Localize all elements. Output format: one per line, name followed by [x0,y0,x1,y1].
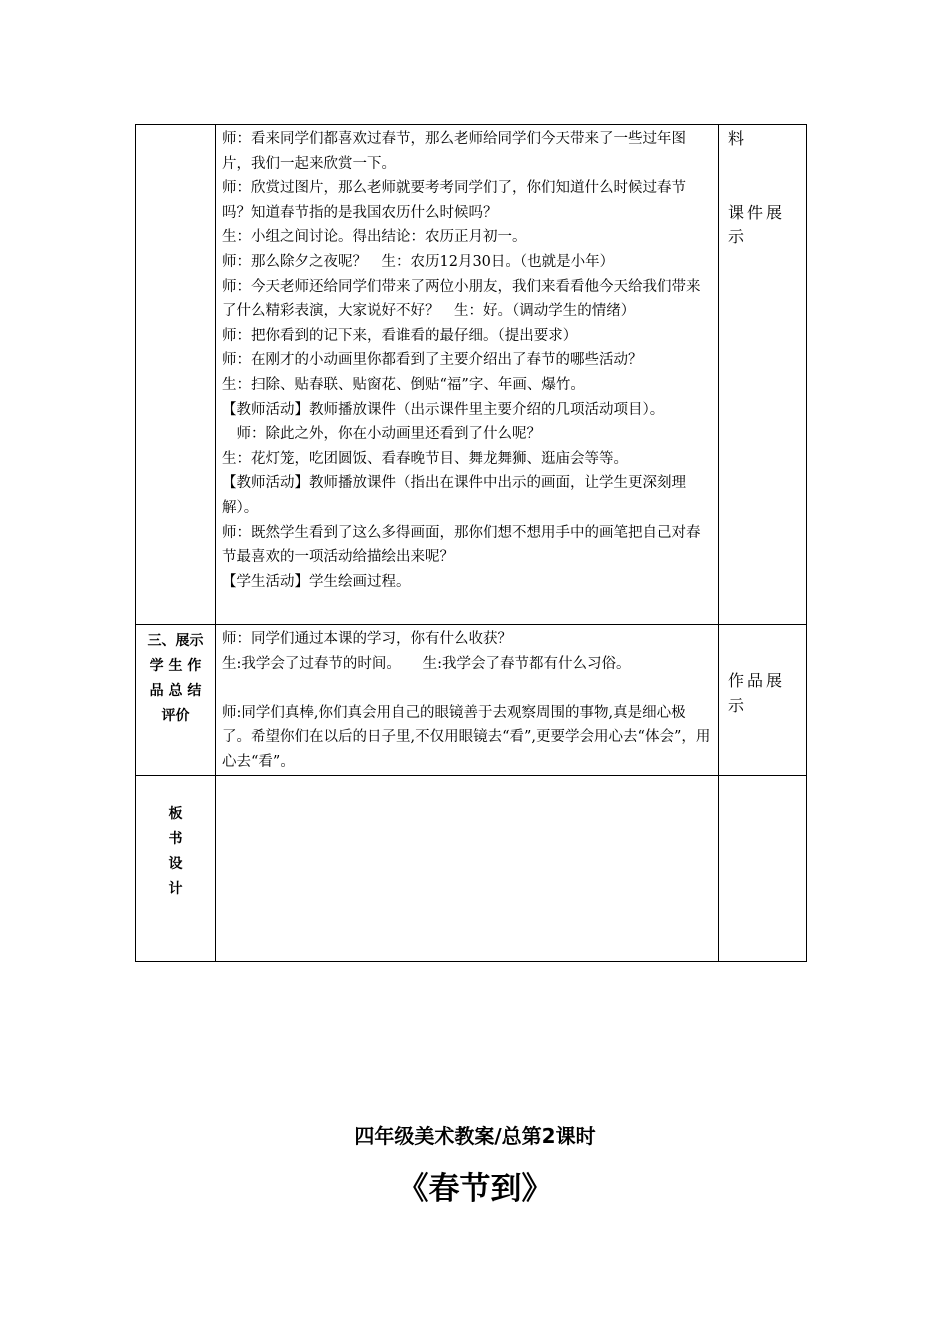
content-line: 师：在刚才的小动画里你都看到了主要介绍出了春节的哪些活动？ [222,352,643,369]
content-line: 【学生活动】学生绘画过程。 [222,573,411,590]
table-row [136,125,807,625]
content-line: 师：欣赏过图片，那么老师就要考考同学们了，你们知道什么时候过春节吗？知道春节指的是我国农历什么时候吗？ [222,180,686,221]
content-line: 生：扫除、贴春联、贴窗花、倒贴“福”字、年画、爆竹。 [222,376,585,393]
content-line: 师：既然学生看到了这么多得画面，那你们想不想用手中的画笔把自己对春节最喜欢的一项活动给描绘出来呢？ [222,524,701,566]
content-line: 生：花灯笼，吃团圆饭、看春晚节目、舞龙舞狮、逛庙会等等。 [222,450,628,467]
lesson-content-cell [216,625,719,776]
section-label-cell [136,775,216,961]
content-line: 师：那么除夕之夜呢？ 生：农历12月30日。（也就是小年） [222,253,615,270]
content-line: 师：看来同学们都喜欢过春节，那么老师给同学们今天带来了一些过年图片，我们一起来欣赏一下。 [222,131,686,172]
table-row [136,625,807,776]
section-label-line: 品 总 结 [149,683,202,699]
content-line: 师:同学们真棒,你们真会用自己的眼镜善于去观察周围的事物,真是细心极了。希望你们在以后的日子里,不仅用眼镜去“看”,更要学会用心去“体会”，用心去“看”。 [222,704,711,770]
method-text-top: 料 [728,129,748,148]
section-label-cell [136,625,216,776]
board-design-cell [216,775,719,961]
method-text-works: 作品展示 [728,671,786,715]
content-line: 师：今天老师还给同学们带来了两位小朋友，我们来看看他今天给我们带来了什么精彩表演，大家说好不好？ 生：好。（调动学生的情绪） [222,278,701,320]
method-cell [719,775,807,961]
lesson-content-cell [216,125,719,625]
board-design-label-char: 板 [168,805,183,822]
table-row [136,775,807,961]
plan-title: 四年级美术教案/总第2课时 [354,1124,596,1148]
method-cell [719,125,807,625]
lesson-plan-table [135,124,807,962]
section-label-line: 学 生 作 [149,658,202,674]
section-label-line: 三、展示 [147,633,204,649]
method-text-courseware: 课件展示 [728,202,786,247]
content-line [222,676,714,701]
content-line: 师：把你看到的记下来，看谁看的最仔细。（提出要求） [222,327,578,344]
content-line: 师：同学们通过本课的学习，你有什么收获？ [222,631,512,647]
content-line: 【教师活动】教师播放课件（指出在课件中出示的画面，让学生更深刻理解）。 [222,475,686,516]
section-label-line: 评价 [161,708,190,724]
content-line: 师：除此之外，你在小动画里还看到了什么呢？ [222,426,541,443]
section-label-cell [136,125,216,625]
content-line: 生：小组之间讨论。得出结论：农历正月初一。 [222,229,527,246]
content-line: 【教师活动】教师播放课件（出示课件里主要介绍的几项活动项目）。 [222,401,665,418]
board-design-label-char: 书 [168,830,183,847]
content-line: 生:我学会了过春节的时间。 生:我学会了春节都有什么习俗。 [222,655,631,672]
board-design-label-char: 设 [168,855,183,872]
lesson-title: 《春节到》 [397,1171,553,1207]
method-cell [719,625,807,776]
board-design-label-char: 计 [168,880,183,897]
